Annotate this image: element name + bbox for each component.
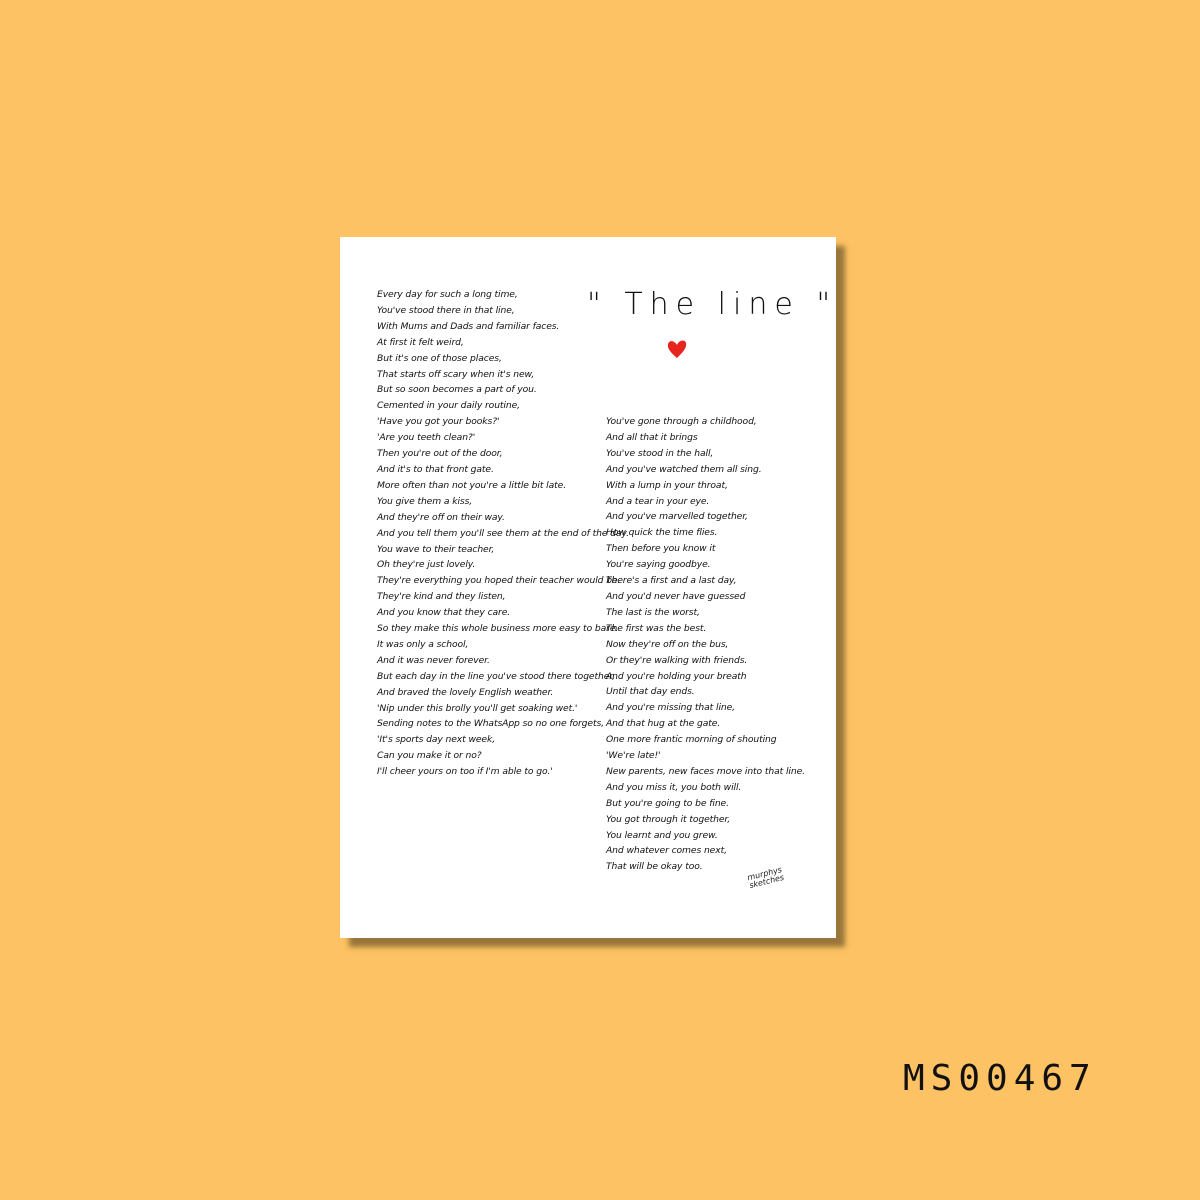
poem-line: Every day for such a long time, xyxy=(377,289,518,300)
poem-line: But each day in the line you've stood there together, xyxy=(377,670,615,682)
poem-line: And it's to that front gate. xyxy=(377,463,494,475)
poem-line: With a lump in your throat, xyxy=(606,479,728,491)
poem-line: The last is the worst, xyxy=(606,606,700,618)
poem-line: And braved the lovely English weather. xyxy=(377,686,554,698)
print-title: " The line " xyxy=(587,287,838,322)
poem-line: More often than not you're a little bit late. xyxy=(377,479,567,491)
poem-print xyxy=(340,237,836,938)
poem-line: But you're going to be fine. xyxy=(606,797,729,809)
poem-line: New parents, new faces move into that line. xyxy=(606,765,805,777)
poem-line: Then you're out of the door, xyxy=(377,448,503,460)
poem-line: And you tell them you'll see them at the end of the day. xyxy=(377,527,629,539)
poem-line: The first was the best. xyxy=(606,622,707,634)
poem-line: And that hug at the gate. xyxy=(606,718,721,730)
poem-line: 'It's sports day next week, xyxy=(377,734,496,746)
poem-line: Or they're walking with friends. xyxy=(606,654,748,666)
poem-line: And you know that they care. xyxy=(377,607,511,619)
heart-icon xyxy=(665,338,689,360)
poem-line: And you've watched them all sing. xyxy=(606,463,762,475)
poem-column-right xyxy=(606,414,805,875)
poem-line: 'Nip under this brolly you'll get soaking wet.' xyxy=(377,702,578,714)
poem-line: There's a first and a last day, xyxy=(606,575,737,587)
poem-line: But so soon becomes a part of you. xyxy=(377,384,537,396)
poem-line: Oh they're just lovely. xyxy=(377,559,476,571)
poem-line: But it's one of those places, xyxy=(377,352,502,364)
poem-line: Then before you know it xyxy=(606,543,716,555)
poem-line: And whatever comes next, xyxy=(606,845,727,857)
poem-line: Cemented in your daily routine, xyxy=(377,400,520,412)
poem-line: And you're missing that line, xyxy=(606,702,736,714)
poem-line: And it was never forever. xyxy=(377,654,490,666)
poem-line: How quick the time flies. xyxy=(606,527,718,539)
poem-line: I'll cheer yours on too if I'm able to go.' xyxy=(377,766,553,778)
poem-line: Until that day ends. xyxy=(606,686,695,698)
poem-line: So they make this whole business more easy to bare. xyxy=(377,623,619,635)
poem-line: Can you make it or no? xyxy=(377,750,482,762)
poem-line: You've stood there in that line, xyxy=(377,304,515,316)
poem-line: And you'd never have guessed xyxy=(606,590,746,602)
poem-line: You're saying goodbye. xyxy=(606,559,711,571)
poem-line: You wave to their teacher, xyxy=(377,543,495,555)
poem-line: Sending notes to the WhatsApp so no one forgets, xyxy=(377,718,604,730)
poem-line: That will be okay too. xyxy=(606,861,703,873)
poem-line: Now they're off on the bus, xyxy=(606,638,729,650)
poem-line: And you're holding your breath xyxy=(606,670,747,682)
poem-line: And all that it brings xyxy=(606,431,698,443)
poem-line: And a tear in your eye. xyxy=(606,495,710,507)
poem-line: And you miss it, you both will. xyxy=(606,781,742,793)
poem-line: That starts off scary when it's new, xyxy=(377,368,535,380)
product-code: MS00467 xyxy=(903,1058,1097,1099)
poem-line: They're kind and they listen, xyxy=(377,591,506,603)
artist-signature: murphys sketches xyxy=(746,865,785,891)
poem-line: You got through it together, xyxy=(606,813,731,825)
poem-line: And they're off on their way. xyxy=(377,511,505,523)
poem-line: They're everything you hoped their teacher would be. xyxy=(377,575,621,587)
poem-line: 'Are you teeth clean?' xyxy=(377,432,476,444)
poem-line: At first it felt weird, xyxy=(377,336,464,348)
poem-line: You give them a kiss, xyxy=(377,495,473,507)
poem-line: You've stood in the hall, xyxy=(606,447,714,459)
poem-line: 'We're late!' xyxy=(606,750,661,762)
poem-line: And you've marvelled together, xyxy=(606,511,748,523)
poem-line: It was only a school, xyxy=(377,638,469,650)
poem-line: You learnt and you grew. xyxy=(606,829,718,841)
poem-line: With Mums and Dads and familiar faces. xyxy=(377,320,560,332)
poem-line: One more frantic morning of shouting xyxy=(606,734,777,746)
poem-column-left xyxy=(377,287,629,780)
poem-line: You've gone through a childhood, xyxy=(606,416,757,427)
poem-line: 'Have you got your books?' xyxy=(377,416,500,428)
